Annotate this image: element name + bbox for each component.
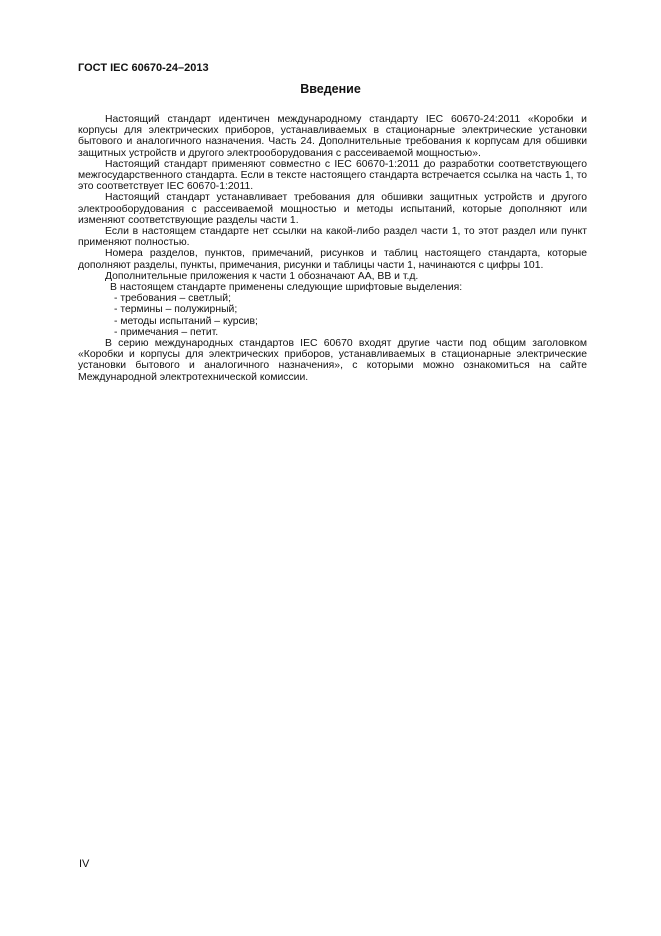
paragraph-series: В серию международных стандартов IEC 60670 входят другие части под общим заголовком «Коробки и корпусы для электрических приборов, устанавливаемых в стационарные электрические установки бытового и аналогичного назначения», с которыми можно ознакомиться на сайте Международной электротехнической комиссии. xyxy=(78,338,587,383)
paragraph-identity: Настоящий стандарт идентичен международному стандарту IEC 60670-24:2011 «Коробки и корпусы для электрических приборов, устанавливаемых в стационарные электрические установки бытового и аналогичного назначения. Часть 24. Дополнительные требования к корпусам для обшивки защитных устройств и другого электрооборудования с рассеиваемой мощностью». xyxy=(78,114,587,159)
font-styles-list xyxy=(78,293,587,338)
paragraph-font-intro: В настоящем стандарте применены следующие шрифтовые выделения: xyxy=(110,282,463,294)
paragraph-annexes: Дополнительные приложения к части 1 обозначают АА, ВВ и т.д. xyxy=(105,270,419,282)
list-item: - термины – полужирный; xyxy=(114,304,238,316)
page-title: Введение xyxy=(300,82,361,96)
paragraph-usage: Настоящий стандарт применяют совместно с IEC 60670-1:2011 до разработки соответствующего межгосударственного стандарта. Если в тексте настоящего стандарта встречается ссылка на часть 1, то это соответствует IEC 60670-1:2011. xyxy=(78,158,587,193)
paragraph-no-reference: Если в настоящем стандарте нет ссылки на какой-либо раздел части 1, то этот раздел или пункт применяют полностью. xyxy=(78,226,587,249)
list-item: - требования – светлый; xyxy=(114,293,231,305)
paragraph-scope: Настоящий стандарт устанавливает требования для обшивки защитных устройств и другого электрооборудования с рассеиваемой мощностью и методы испытаний, которые дополняют или изменяют соответствующие разделы части 1. xyxy=(78,192,587,226)
list-item: - методы испытаний – курсив; xyxy=(114,315,258,327)
list-item: - примечания – петит. xyxy=(114,326,219,338)
paragraph-numbering: Номера разделов, пунктов, примечаний, рисунков и таблиц настоящего стандарта, которые дополняют разделы, пункты, примечания, рисунки и таблицы части 1, начинаются с цифры 101. xyxy=(78,248,587,271)
introduction-body xyxy=(78,114,587,383)
document-code-header: ГОСТ IEC 60670-24–2013 xyxy=(78,62,209,74)
page-number: IV xyxy=(79,858,90,870)
